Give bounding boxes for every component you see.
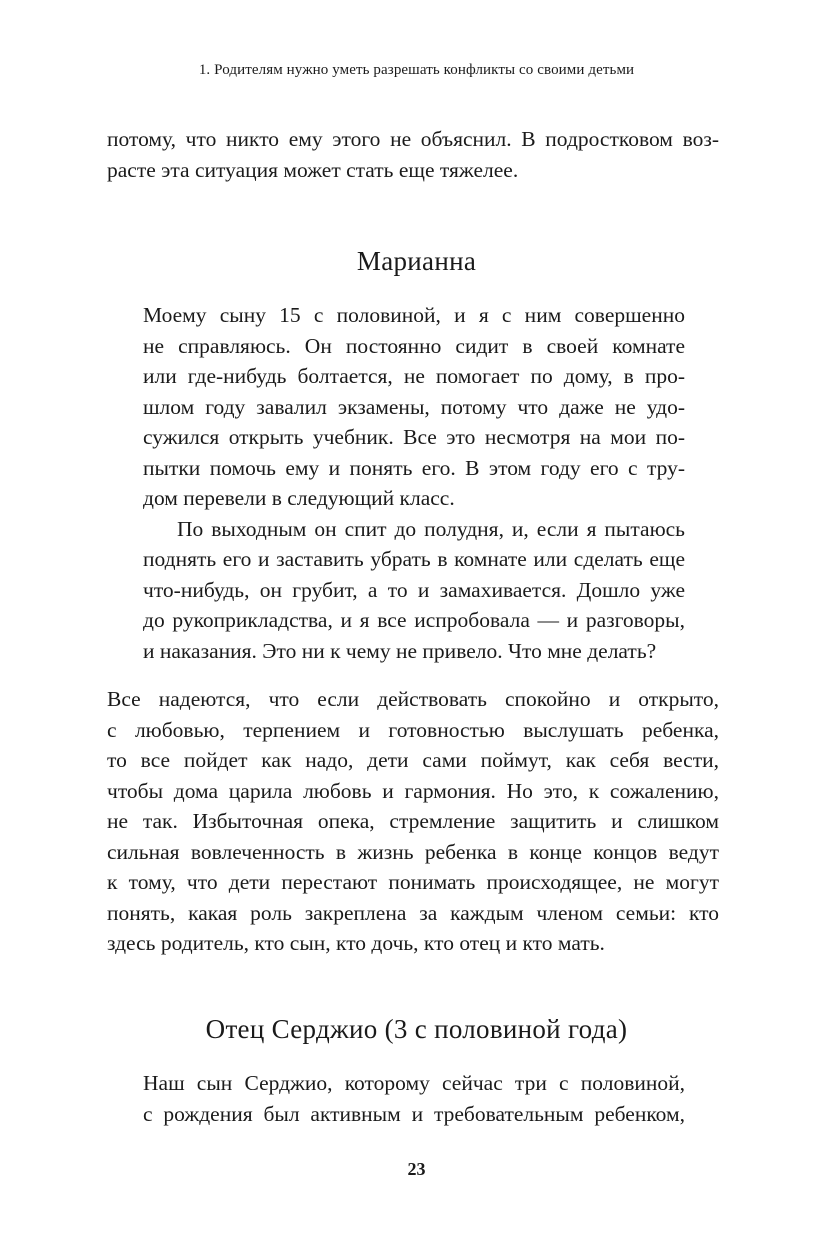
quote-line: что-нибудь, он грубит, а то и замахивается. Дошло уже [143,577,685,602]
quote-line: или где-нибудь болтается, не помогает по дому, в про- [143,364,685,388]
quote-line: Моему сыну 15 с половиной, и я с ним совершенно [143,303,685,327]
text-line: чтобы дома царила любовь и гармония. Но это, к сожалению, [107,778,719,803]
section-heading-sergio: Отец Серджио (3 с половиной года) [205,1014,628,1044]
running-head: 1. Родителям нужно уметь разрешать конфликты со своими детьми [198,62,635,78]
text-line: не так. Избыточная опека, стремление защитить и слишком [107,809,719,833]
quote-line: поднять его и заставить убрать в комнате или сделать еще [143,547,685,571]
quote-line: По выходным он спит до полудня, и, если я пытаюсь [177,516,685,541]
sergio-quote [143,1068,685,1129]
page-number: 23 [407,1159,426,1179]
quote-line: шлом году завалил экзамены, потому что даже не удо- [143,394,685,419]
marianna-quote [143,300,685,666]
quote-line: не справляюсь. Он постоянно сидит в своей комнате [143,333,685,358]
intro-paragraph [107,124,719,185]
text-line: сильная вовлеченность в жизнь ребенка в конце концов ведут [107,839,719,864]
text-line: потому, что никто ему этого не объяснил. В подростковом воз- [107,127,719,151]
text-line: Все надеются, что если действовать спокойно и открыто, [107,687,719,711]
quote-line: пытки помочь ему и понять его. В этом году его с тру- [143,455,685,480]
text-line: понять, какая роль закреплена за каждым членом семьи: кто [107,900,719,925]
text-line: здесь родитель, кто сын, кто дочь, кто отец и кто мать. [107,931,605,955]
commentary-paragraph [107,684,719,959]
text-line: то все пойдет как надо, дети сами поймут, как себя вести, [107,748,719,772]
quote-line: с рождения был активным и требовательным ребенком, [143,1101,685,1126]
quote-line: и наказания. Это ни к чему не привело. Что мне делать? [143,638,657,663]
text-line: расте эта ситуация может стать еще тяжелее. [107,157,519,182]
quote-line: дом перевели в следующий класс. [143,486,455,510]
text-line: к тому, что дети перестают понимать происходящее, не могут [107,870,719,894]
quote-line: Наш сын Серджио, которому сейчас три с половиной, [143,1071,685,1095]
quote-line: до рукоприкладства, и я все испробовала — и разговоры, [143,608,685,632]
text-line: с любовью, терпением и готовностью выслушать ребенка, [107,717,719,742]
quote-line: сужился открыть учебник. Все это несмотря на мои по- [143,425,685,449]
section-heading-marianna: Марианна [356,246,477,276]
